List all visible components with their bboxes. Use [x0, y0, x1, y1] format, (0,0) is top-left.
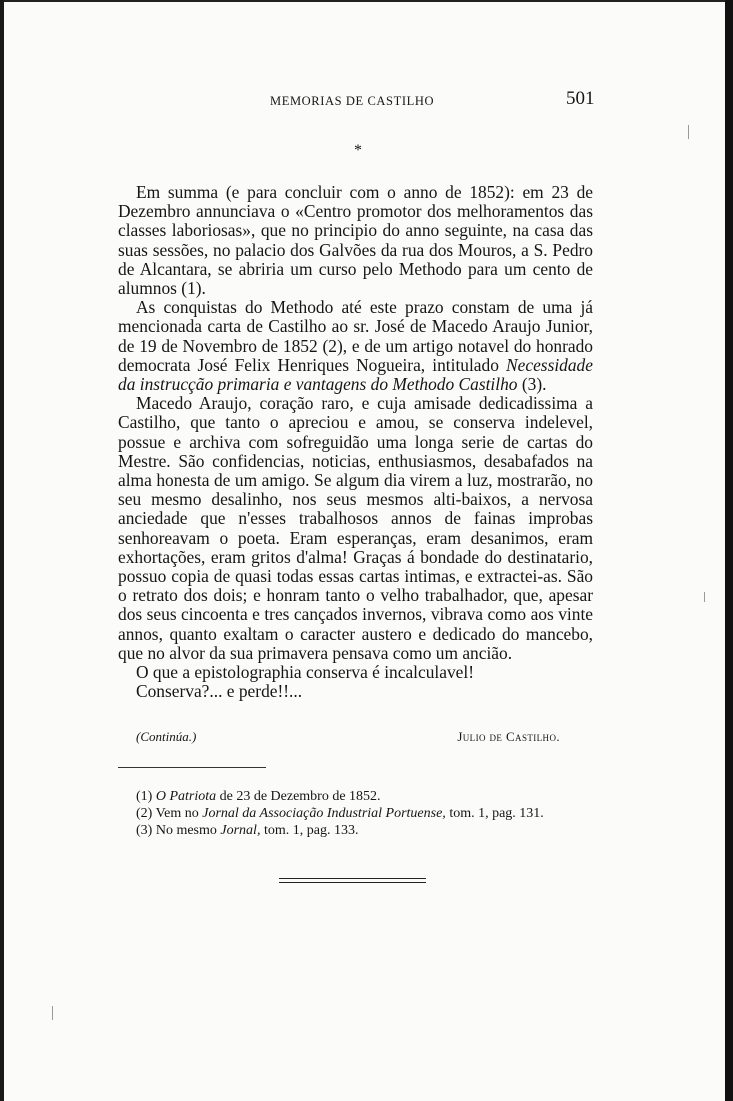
footnote-3	[136, 822, 596, 839]
footnote-source: O Patriota	[155, 789, 217, 804]
footnote-2	[136, 805, 596, 822]
footnote-number: (2)	[136, 806, 153, 821]
scan-top-edge	[0, 0, 733, 2]
paragraph-2-tail: (3).	[517, 374, 547, 395]
section-ornament: *	[354, 142, 362, 159]
scan-right-edge	[725, 0, 733, 1101]
scan-left-edge	[0, 0, 4, 1101]
paragraph-3: Macedo Araujo, coração raro, e cuja amisade dedicadissima a Castilho, que tanto o apreciou e amou, se conserva indelevel, possue e archiva com sofreguidão uma longa serie de cartas do Mestre. São confidencias, noticias, enthusiasmos, desabafados na alma honesta de um amigo. Se algum dia virem a luz, mostrarão, no seu mesmo desalinho, nos seus mesmos alti-baixos, a nervosa anciedade que n'esses trabalhosos annos de fainas improbas senhoreavam o poeta. Eram esperanças, eram desanimos, eram exhortações, eram gritos d'alma! Graças á bondade do destinatario, possuo copia de quasi todas essas cartas intimas, e extractei-as. São o retrato dos dois; e honram tanto o velho trabalhador, que, apesar dos seus cincoenta e tres cançados invernos, vibrava como aos vinte annos, quanto exaltam o caracter austero e dedicado do mancebo, que no alvor da sua primavera pensava como um ancião.	[118, 393, 593, 663]
footnote-number: (3)	[136, 823, 153, 838]
paper-speck	[688, 125, 689, 139]
signature-row	[136, 729, 560, 747]
footnotes	[136, 788, 596, 839]
running-title: MEMORIAS DE CASTILHO	[270, 94, 435, 108]
end-rule-bottom	[279, 882, 426, 883]
footnote-number: (1)	[136, 789, 153, 804]
footnote-prefix: Vem no	[152, 806, 203, 821]
footnote-prefix: No mesmo	[152, 823, 221, 838]
paragraph-4: O que a epistolographia conserva é incalculavel!	[136, 662, 475, 683]
author-signature: Julio de Castilho.	[457, 729, 560, 744]
footnote-source: Jornal da Associação Industrial Portuense,	[202, 806, 446, 821]
paper-speck	[52, 1006, 53, 1020]
footnote-1	[136, 788, 596, 805]
paper-speck	[704, 592, 705, 602]
paragraph-2	[118, 298, 593, 394]
paragraph-5: Conserva?... e perde!!...	[136, 681, 303, 702]
footnote-text: tom. 1, pag. 133.	[260, 823, 359, 838]
continua-note: (Continúa.)	[136, 729, 197, 744]
paragraph-1: Em summa (e para concluir com o anno de 1852): em 23 de Dezembro annunciava o «Centro promotor dos melhoramentos das classes laboriosas», que no principio do anno seguinte, na casa das suas sessões, no palacio dos Galvões da rua dos Mouros, a S. Pedro de Alcantara, se abriria um curso pelo Methodo para um cento de alumnos (1).	[118, 182, 593, 299]
footnote-rule	[118, 767, 266, 768]
paragraph-2-text: As conquistas do Methodo até este prazo constam de uma já mencionada carta de Castilho ao sr. José de Macedo Araujo Junior, de 19 de Novembro de 1852 (2), e de um artigo notavel do honrado democrata José Felix Henriques Nogueira, intitulado	[118, 297, 593, 375]
footnote-text: de 23 de Dezembro de 1852.	[216, 789, 381, 804]
footnote-source: Jornal,	[220, 823, 261, 838]
article-title: Necessidade da instrucção primaria e vantagens do Methodo Castilho	[118, 354, 593, 395]
end-rule-top	[279, 878, 426, 879]
body-text	[118, 183, 593, 701]
footnote-text: tom. 1, pag. 131.	[445, 806, 544, 821]
page-number: 501	[566, 88, 595, 109]
